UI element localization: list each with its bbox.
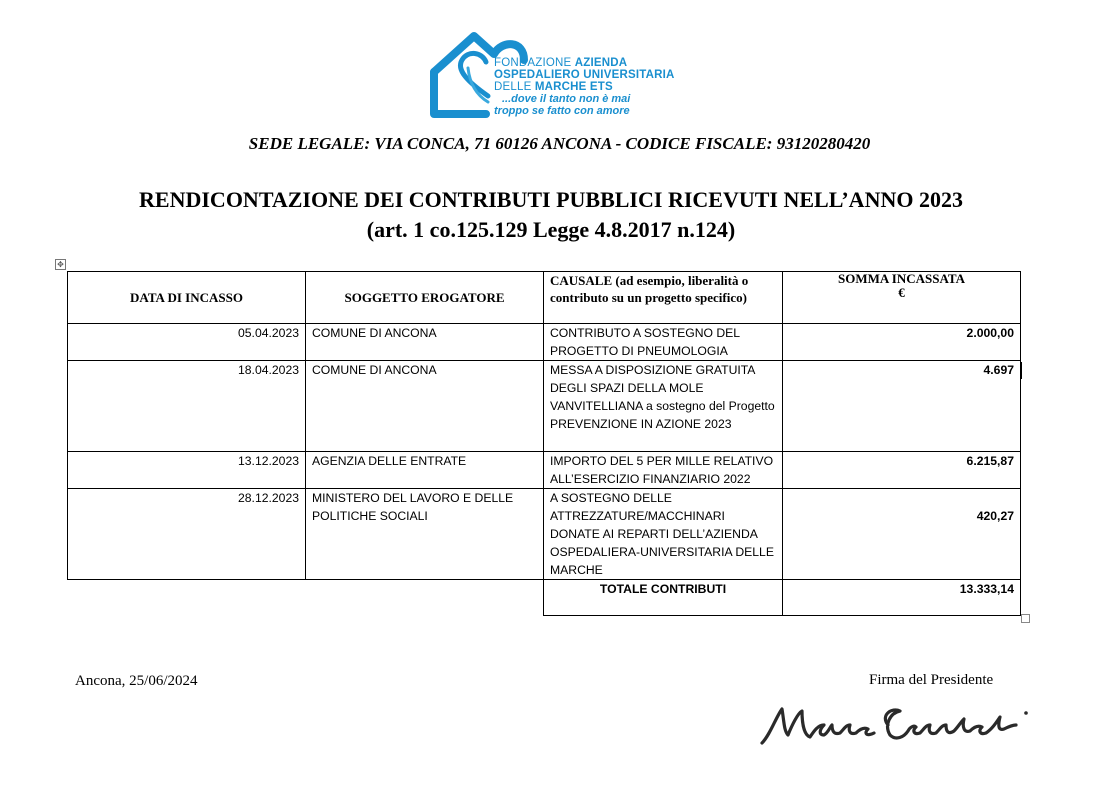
cell-causale: CONTRIBUTO A SOSTEGNO DEL PROGETTO DI PNEUMOLOGIA [544,324,783,361]
logo-line-1: FONDAZIONE AZIENDA [494,57,628,69]
logo-tagline-2: troppo se fatto con amore [494,105,630,117]
document-subtitle: (art. 1 co.125.129 Legge 4.8.2017 n.124) [366,217,736,242]
table-row [68,361,1021,452]
header-causale: CAUSALE (ad esempio, liberalità o contributo su un progetto specifico) [544,272,783,324]
cell-amount: 420,27 [783,489,1021,580]
header-data-incasso: DATA DI INCASSO [68,272,306,324]
registered-office-line: SEDE LEGALE: VIA CONCA, 71 60126 ANCONA - CODICE FISCALE: 93120280420 [248,134,871,153]
text-cursor [1021,362,1022,379]
cell-soggetto: COMUNE DI ANCONA [306,361,544,452]
logo-tagline-1: ...dove il tanto non è mai [502,93,631,105]
cell-causale: A SOSTEGNO DELLE ATTREZZATURE/MACCHINARI DONATE AI REPARTI DELL’AZIENDA OSPEDALIERA-UNIVERSITARIA DELLE MARCHE [544,489,783,580]
foundation-logo [428,30,688,122]
cell-amount: 6.215,87 [783,452,1021,489]
header-somma-incassata: SOMMA INCASSATA € [783,272,1021,324]
table-row [68,452,1021,489]
cell-soggetto: COMUNE DI ANCONA [306,324,544,361]
table-move-handle-icon[interactable]: ✥ [55,259,66,270]
total-row [68,580,1021,616]
cell-date: 05.04.2023 [68,324,306,361]
cell-amount: 4.697 [783,361,1021,452]
logo-line-3: DELLE MARCHE ETS [494,81,613,93]
table-row [68,489,1021,580]
total-value: 13.333,14 [783,580,1021,616]
table-header-row [68,272,1021,324]
cell-causale: MESSA A DISPOSIZIONE GRATUITA DEGLI SPAZI DELLA MOLE VANVITELLIANA a sostegno del Progetto PREVENZIONE IN AZIONE 2023 [544,361,783,452]
cell-amount: 2.000,00 [783,324,1021,361]
contributions-table [67,271,1021,616]
table-resize-handle[interactable] [1021,614,1030,623]
signature-label: Firma del Presidente [869,672,994,688]
header-soggetto-erogatore: SOGGETTO EROGATORE [306,272,544,324]
cell-soggetto: AGENZIA DELLE ENTRATE [306,452,544,489]
cell-soggetto: MINISTERO DEL LAVORO E DELLE POLITICHE SOCIALI [306,489,544,580]
total-label: TOTALE CONTRIBUTI [544,580,783,616]
document-title: RENDICONTAZIONE DEI CONTRIBUTI PUBBLICI RICEVUTI NELL’ANNO 2023 [139,187,963,212]
cell-date: 28.12.2023 [68,489,306,580]
cell-date: 18.04.2023 [68,361,306,452]
place-and-date: Ancona, 25/06/2024 [75,673,198,689]
cell-causale: IMPORTO DEL 5 PER MILLE RELATIVO ALL’ESERCIZIO FINANZIARIO 2022 [544,452,783,489]
handwritten-signature [760,695,1040,755]
logo-line-2: OSPEDALIERO UNIVERSITARIA [494,69,675,81]
table-row [68,324,1021,361]
cell-date: 13.12.2023 [68,452,306,489]
